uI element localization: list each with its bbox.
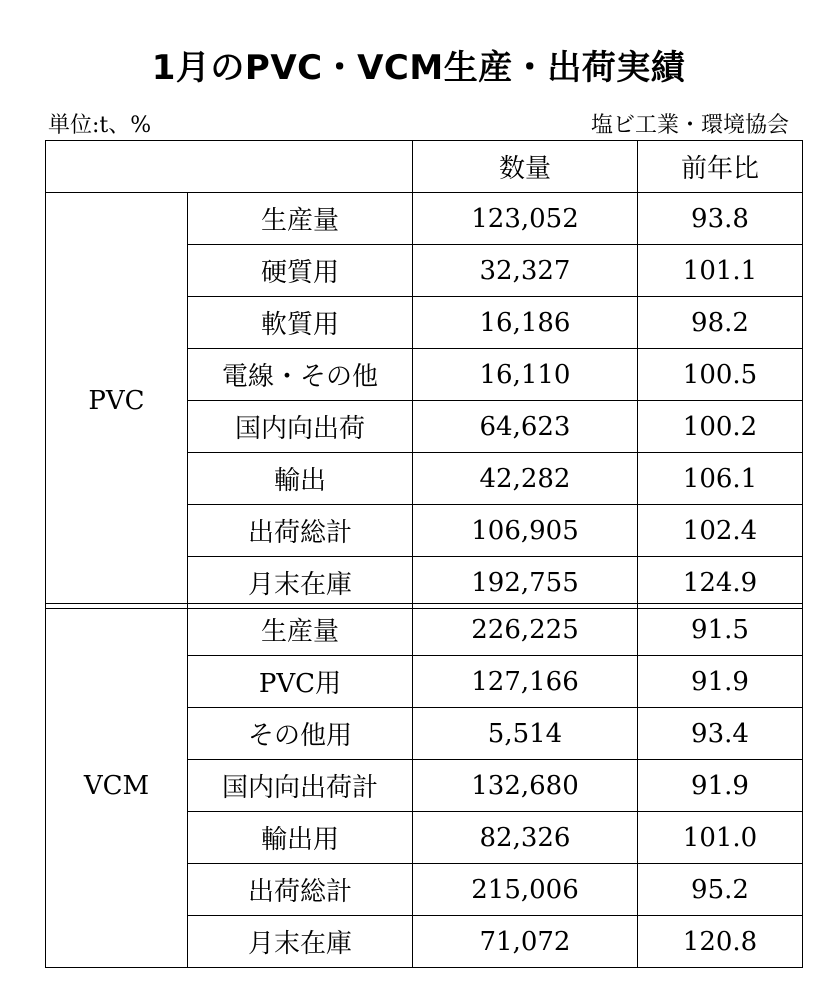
yoy-cell: 101.1 bbox=[638, 245, 803, 297]
source-label: 塩ビ工業・環境協会 bbox=[590, 113, 789, 138]
row-label: 硬質用 bbox=[188, 245, 413, 297]
quantity-cell: 16,186 bbox=[413, 297, 638, 349]
quantity-cell: 106,905 bbox=[413, 505, 638, 557]
row-label: 国内向出荷 bbox=[188, 401, 413, 453]
header-yoy: 前年比 bbox=[638, 141, 803, 193]
yoy-cell: 120.8 bbox=[638, 916, 803, 968]
yoy-cell: 91.9 bbox=[638, 656, 803, 708]
quantity-cell: 192,755 bbox=[413, 557, 638, 609]
quantity-cell: 64,623 bbox=[413, 401, 638, 453]
yoy-cell: 91.5 bbox=[638, 604, 803, 656]
row-label: 国内向出荷計 bbox=[188, 760, 413, 812]
row-label: 輸出用 bbox=[188, 812, 413, 864]
yoy-cell: 100.5 bbox=[638, 349, 803, 401]
pvc-group-label: PVC bbox=[46, 193, 188, 609]
row-label: 出荷総計 bbox=[188, 505, 413, 557]
row-label: 生産量 bbox=[188, 193, 413, 245]
quantity-cell: 82,326 bbox=[413, 812, 638, 864]
quantity-cell: 32,327 bbox=[413, 245, 638, 297]
row-label: 月末在庫 bbox=[188, 557, 413, 609]
page-title: 1月のPVC・VCM生産・出荷実績 bbox=[151, 48, 686, 88]
row-label: 出荷総計 bbox=[188, 864, 413, 916]
row-label: 月末在庫 bbox=[188, 916, 413, 968]
pvc-row bbox=[46, 193, 803, 245]
yoy-cell: 102.4 bbox=[638, 505, 803, 557]
vcm-group-label: VCM bbox=[46, 604, 188, 968]
quantity-cell: 132,680 bbox=[413, 760, 638, 812]
yoy-cell: 100.2 bbox=[638, 401, 803, 453]
quantity-cell: 127,166 bbox=[413, 656, 638, 708]
row-label: 生産量 bbox=[188, 604, 413, 656]
quantity-cell: 71,072 bbox=[413, 916, 638, 968]
header-row bbox=[46, 141, 803, 193]
quantity-cell: 42,282 bbox=[413, 453, 638, 505]
yoy-cell: 93.4 bbox=[638, 708, 803, 760]
yoy-cell: 106.1 bbox=[638, 453, 803, 505]
yoy-cell: 98.2 bbox=[638, 297, 803, 349]
vcm-table bbox=[45, 603, 803, 968]
row-label: 輸出 bbox=[188, 453, 413, 505]
quantity-cell: 5,514 bbox=[413, 708, 638, 760]
yoy-cell: 101.0 bbox=[638, 812, 803, 864]
pvc-table bbox=[45, 140, 803, 609]
unit-label: 単位:t、% bbox=[48, 113, 152, 138]
quantity-cell: 226,225 bbox=[413, 604, 638, 656]
row-label: 軟質用 bbox=[188, 297, 413, 349]
header-quantity: 数量 bbox=[413, 141, 638, 193]
row-label: その他用 bbox=[188, 708, 413, 760]
quantity-cell: 215,006 bbox=[413, 864, 638, 916]
yoy-cell: 95.2 bbox=[638, 864, 803, 916]
yoy-cell: 93.8 bbox=[638, 193, 803, 245]
vcm-table-body bbox=[46, 604, 803, 968]
yoy-cell: 91.9 bbox=[638, 760, 803, 812]
header-blank-cell bbox=[46, 141, 413, 193]
pvc-table-body bbox=[46, 141, 803, 609]
quantity-cell: 123,052 bbox=[413, 193, 638, 245]
quantity-cell: 16,110 bbox=[413, 349, 638, 401]
row-label: PVC用 bbox=[188, 656, 413, 708]
row-label: 電線・その他 bbox=[188, 349, 413, 401]
vcm-row bbox=[46, 604, 803, 656]
yoy-cell: 124.9 bbox=[638, 557, 803, 609]
